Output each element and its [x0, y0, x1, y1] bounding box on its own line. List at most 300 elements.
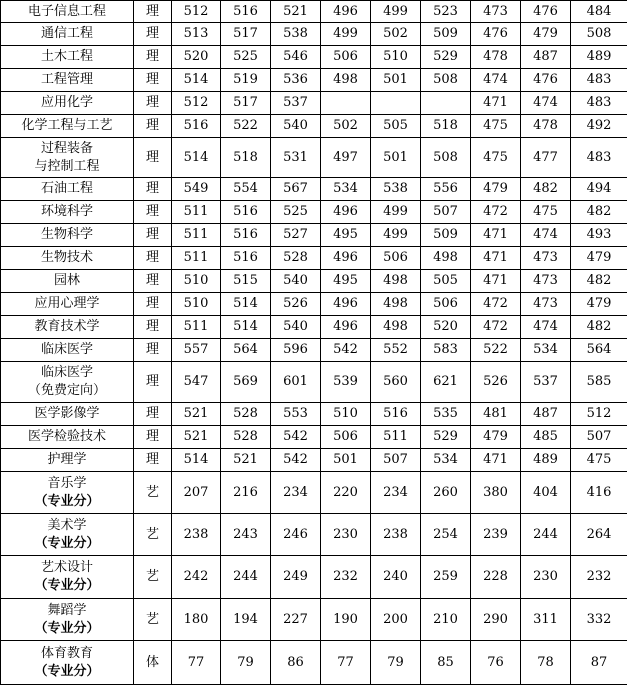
major-note: （专业分） — [1, 535, 133, 553]
score-cell: 506 — [321, 46, 371, 69]
major-name: 临床医学 — [1, 341, 133, 359]
score-cell: 498 — [421, 247, 471, 270]
score-cell: 531 — [271, 138, 321, 178]
score-cell: 238 — [172, 514, 221, 556]
category-cell: 理 — [134, 138, 172, 178]
score-cell: 86 — [271, 641, 321, 685]
major-name: 土木工程 — [1, 48, 133, 66]
major-name: 环境科学 — [1, 203, 133, 221]
score-cell: 243 — [221, 514, 271, 556]
score-cell: 502 — [321, 115, 371, 138]
score-cell: 471 — [471, 247, 521, 270]
score-cell: 516 — [221, 1, 271, 23]
major-name: 医学影像学 — [1, 405, 133, 423]
score-cell: 521 — [271, 1, 321, 23]
score-cell: 517 — [221, 23, 271, 46]
score-cell: 527 — [271, 224, 321, 247]
score-cell: 471 — [471, 449, 521, 472]
major-cell — [1, 316, 134, 339]
score-cell: 200 — [371, 599, 421, 641]
category-cell: 理 — [134, 362, 172, 403]
score-cell: 516 — [371, 403, 421, 426]
score-cell: 240 — [371, 556, 421, 599]
score-cell: 540 — [271, 270, 321, 293]
score-cell: 512 — [172, 92, 221, 115]
major-name: 临床医学 — [1, 364, 133, 382]
score-cell: 515 — [221, 270, 271, 293]
score-cell: 498 — [321, 69, 371, 92]
score-cell: 508 — [571, 23, 627, 46]
score-cell: 514 — [172, 138, 221, 178]
score-cell: 481 — [471, 403, 521, 426]
major-name: 化学工程与工艺 — [1, 117, 133, 135]
score-cell: 78 — [521, 641, 571, 685]
score-cell: 512 — [571, 403, 627, 426]
score-cell: 479 — [471, 178, 521, 201]
score-cell: 238 — [371, 514, 421, 556]
score-cell: 473 — [521, 293, 571, 316]
score-cell: 242 — [172, 556, 221, 599]
category-cell: 艺 — [134, 472, 172, 514]
score-cell: 534 — [321, 178, 371, 201]
major-name: 艺术设计 — [1, 559, 133, 577]
score-cell: 534 — [521, 339, 571, 362]
score-cell: 522 — [471, 339, 521, 362]
category-cell: 体 — [134, 641, 172, 685]
table-row — [1, 69, 627, 92]
score-cell: 79 — [371, 641, 421, 685]
major-name: 电子信息工程 — [1, 3, 133, 21]
major-cell — [1, 138, 134, 178]
score-cell: 506 — [371, 247, 421, 270]
score-cell: 478 — [471, 46, 521, 69]
score-cell: 475 — [571, 449, 627, 472]
table-row — [1, 23, 627, 46]
score-cell: 501 — [371, 69, 421, 92]
score-cell: 511 — [371, 426, 421, 449]
major-cell — [1, 23, 134, 46]
score-cell: 482 — [571, 270, 627, 293]
score-cell: 497 — [321, 138, 371, 178]
score-cell: 479 — [521, 23, 571, 46]
score-cell: 234 — [371, 472, 421, 514]
score-cell: 473 — [521, 270, 571, 293]
score-cell: 553 — [271, 403, 321, 426]
score-cell: 474 — [521, 92, 571, 115]
score-cell: 510 — [371, 46, 421, 69]
category-cell: 理 — [134, 293, 172, 316]
major-cell — [1, 69, 134, 92]
score-cell: 514 — [172, 69, 221, 92]
score-cell: 510 — [172, 270, 221, 293]
score-cell: 510 — [321, 403, 371, 426]
score-cell: 564 — [571, 339, 627, 362]
score-cell: 564 — [221, 339, 271, 362]
score-cell: 483 — [571, 69, 627, 92]
score-cell: 517 — [221, 92, 271, 115]
major-note: （免费定向） — [1, 382, 133, 400]
score-cell: 254 — [421, 514, 471, 556]
table-row — [1, 201, 627, 224]
score-cell: 496 — [321, 1, 371, 23]
score-cell: 526 — [271, 293, 321, 316]
score-cell: 228 — [471, 556, 521, 599]
score-cell: 549 — [172, 178, 221, 201]
major-name: 体育教育 — [1, 645, 133, 663]
major-cell — [1, 178, 134, 201]
major-cell — [1, 270, 134, 293]
score-cell: 536 — [271, 69, 321, 92]
major-name: 音乐学 — [1, 475, 133, 493]
score-cell: 511 — [172, 247, 221, 270]
score-cell: 220 — [321, 472, 371, 514]
table-row — [1, 247, 627, 270]
major-cell — [1, 641, 134, 685]
major-name: 通信工程 — [1, 25, 133, 43]
table-row — [1, 362, 627, 403]
table-row — [1, 138, 627, 178]
score-cell: 483 — [571, 138, 627, 178]
score-cell: 290 — [471, 599, 521, 641]
score-cell: 509 — [421, 23, 471, 46]
score-cell: 569 — [221, 362, 271, 403]
score-cell: 473 — [521, 247, 571, 270]
major-cell — [1, 339, 134, 362]
score-cell — [371, 92, 421, 115]
score-cell: 494 — [571, 178, 627, 201]
score-cell: 244 — [521, 514, 571, 556]
score-cell: 474 — [521, 316, 571, 339]
score-cell: 476 — [521, 69, 571, 92]
score-cell: 487 — [521, 403, 571, 426]
score-cell: 482 — [571, 316, 627, 339]
major-name: 生物科学 — [1, 226, 133, 244]
score-cell: 232 — [321, 556, 371, 599]
major-cell — [1, 426, 134, 449]
category-cell: 理 — [134, 449, 172, 472]
score-cell: 496 — [321, 201, 371, 224]
score-cell: 479 — [571, 293, 627, 316]
score-cell: 239 — [471, 514, 521, 556]
score-cell: 476 — [521, 1, 571, 23]
score-cell: 230 — [521, 556, 571, 599]
score-cell: 474 — [521, 224, 571, 247]
major-cell — [1, 224, 134, 247]
score-cell: 505 — [421, 270, 471, 293]
score-cell: 76 — [471, 641, 521, 685]
major-name: 护理学 — [1, 451, 133, 469]
score-cell: 542 — [271, 449, 321, 472]
score-cell: 501 — [321, 449, 371, 472]
major-cell — [1, 362, 134, 403]
score-cell: 234 — [271, 472, 321, 514]
score-cell: 479 — [471, 426, 521, 449]
score-cell: 538 — [271, 23, 321, 46]
score-cell: 495 — [321, 224, 371, 247]
score-cell: 479 — [571, 247, 627, 270]
score-cell: 525 — [221, 46, 271, 69]
score-cell: 542 — [271, 426, 321, 449]
score-cell: 516 — [221, 224, 271, 247]
score-cell: 487 — [521, 46, 571, 69]
score-cell: 475 — [521, 201, 571, 224]
score-cell: 511 — [172, 224, 221, 247]
score-cell: 472 — [471, 201, 521, 224]
table-row — [1, 46, 627, 69]
category-cell: 理 — [134, 403, 172, 426]
score-cell: 526 — [471, 362, 521, 403]
score-cell: 596 — [271, 339, 321, 362]
score-cell: 518 — [421, 115, 471, 138]
score-cell: 246 — [271, 514, 321, 556]
table-body — [1, 1, 627, 685]
category-cell: 理 — [134, 69, 172, 92]
score-cell: 521 — [172, 403, 221, 426]
category-cell: 理 — [134, 115, 172, 138]
score-cell: 498 — [371, 270, 421, 293]
category-cell: 理 — [134, 247, 172, 270]
score-cell: 87 — [571, 641, 627, 685]
score-cell: 230 — [321, 514, 371, 556]
score-cell: 498 — [371, 293, 421, 316]
score-cell: 496 — [321, 247, 371, 270]
score-cell: 499 — [321, 23, 371, 46]
major-name: 生物技术 — [1, 249, 133, 267]
category-cell: 艺 — [134, 599, 172, 641]
score-cell: 416 — [571, 472, 627, 514]
score-cell: 528 — [221, 426, 271, 449]
major-name: 舞蹈学 — [1, 602, 133, 620]
score-cell: 473 — [471, 1, 521, 23]
score-cell: 180 — [172, 599, 221, 641]
score-cell: 556 — [421, 178, 471, 201]
table-row — [1, 449, 627, 472]
score-cell: 537 — [271, 92, 321, 115]
major-name: 应用化学 — [1, 94, 133, 112]
score-cell: 484 — [571, 1, 627, 23]
score-cell: 260 — [421, 472, 471, 514]
major-note: （专业分） — [1, 493, 133, 511]
score-cell: 511 — [172, 201, 221, 224]
score-cell: 194 — [221, 599, 271, 641]
score-cell: 538 — [371, 178, 421, 201]
score-cell: 404 — [521, 472, 571, 514]
score-cell: 510 — [172, 293, 221, 316]
score-cell: 498 — [371, 316, 421, 339]
major-cell — [1, 92, 134, 115]
table-row — [1, 403, 627, 426]
score-cell: 557 — [172, 339, 221, 362]
score-cell: 244 — [221, 556, 271, 599]
table-row — [1, 178, 627, 201]
score-cell: 509 — [421, 224, 471, 247]
table-row — [1, 1, 627, 23]
category-cell: 理 — [134, 1, 172, 23]
category-cell: 理 — [134, 426, 172, 449]
major-cell — [1, 1, 134, 23]
score-cell: 499 — [371, 224, 421, 247]
score-cell: 77 — [321, 641, 371, 685]
score-cell: 585 — [571, 362, 627, 403]
table-row — [1, 556, 627, 599]
major-cell — [1, 115, 134, 138]
score-cell: 249 — [271, 556, 321, 599]
score-cell: 518 — [221, 138, 271, 178]
score-cell: 216 — [221, 472, 271, 514]
score-cell: 514 — [221, 293, 271, 316]
score-cell: 85 — [421, 641, 471, 685]
score-cell: 601 — [271, 362, 321, 403]
major-cell — [1, 201, 134, 224]
score-cell: 472 — [471, 293, 521, 316]
score-cell: 505 — [371, 115, 421, 138]
score-cell: 475 — [471, 115, 521, 138]
table-row — [1, 293, 627, 316]
score-cell: 207 — [172, 472, 221, 514]
category-cell: 理 — [134, 92, 172, 115]
major-cell — [1, 403, 134, 426]
major-cell — [1, 514, 134, 556]
major-cell — [1, 449, 134, 472]
table-row — [1, 599, 627, 641]
major-note: （专业分） — [1, 620, 133, 638]
major-name: 教育技术学 — [1, 318, 133, 336]
score-cell: 499 — [371, 1, 421, 23]
score-cell: 495 — [321, 270, 371, 293]
table-row — [1, 426, 627, 449]
score-cell: 512 — [172, 1, 221, 23]
score-cell: 547 — [172, 362, 221, 403]
score-cell: 232 — [571, 556, 627, 599]
score-cell: 519 — [221, 69, 271, 92]
score-cell: 521 — [172, 426, 221, 449]
category-cell: 理 — [134, 23, 172, 46]
score-cell: 529 — [421, 46, 471, 69]
table-row — [1, 270, 627, 293]
category-cell: 理 — [134, 316, 172, 339]
major-name: 美术学 — [1, 517, 133, 535]
score-cell: 523 — [421, 1, 471, 23]
score-cell: 493 — [571, 224, 627, 247]
score-cell: 537 — [521, 362, 571, 403]
table-row — [1, 514, 627, 556]
score-cell: 264 — [571, 514, 627, 556]
score-cell: 471 — [471, 92, 521, 115]
score-cell: 535 — [421, 403, 471, 426]
major-name: 过程装备 — [1, 140, 133, 158]
score-cell: 210 — [421, 599, 471, 641]
table-row — [1, 115, 627, 138]
table-row — [1, 472, 627, 514]
major-note: （专业分） — [1, 577, 133, 595]
score-cell: 471 — [471, 270, 521, 293]
score-cell: 542 — [321, 339, 371, 362]
major-cell — [1, 46, 134, 69]
score-cell: 516 — [221, 201, 271, 224]
score-cell: 489 — [571, 46, 627, 69]
score-cell: 489 — [521, 449, 571, 472]
table-row — [1, 224, 627, 247]
score-cell: 485 — [521, 426, 571, 449]
category-cell: 理 — [134, 46, 172, 69]
score-cell: 540 — [271, 316, 321, 339]
score-cell: 528 — [271, 247, 321, 270]
score-cell: 507 — [571, 426, 627, 449]
score-cell: 380 — [471, 472, 521, 514]
score-cell: 501 — [371, 138, 421, 178]
score-cell: 528 — [221, 403, 271, 426]
major-cell — [1, 247, 134, 270]
category-cell: 理 — [134, 178, 172, 201]
score-cell: 521 — [221, 449, 271, 472]
table-row — [1, 316, 627, 339]
score-cell: 482 — [571, 201, 627, 224]
category-cell: 理 — [134, 270, 172, 293]
score-cell: 520 — [421, 316, 471, 339]
score-cell: 471 — [471, 224, 521, 247]
score-cell: 516 — [221, 247, 271, 270]
score-cell: 259 — [421, 556, 471, 599]
score-cell: 546 — [271, 46, 321, 69]
score-cell: 522 — [221, 115, 271, 138]
score-cell: 567 — [271, 178, 321, 201]
score-cell: 476 — [471, 23, 521, 46]
score-cell: 496 — [321, 293, 371, 316]
score-cell: 529 — [421, 426, 471, 449]
score-cell: 482 — [521, 178, 571, 201]
score-cell: 583 — [421, 339, 471, 362]
score-cell: 472 — [471, 316, 521, 339]
score-cell: 560 — [371, 362, 421, 403]
score-cell: 77 — [172, 641, 221, 685]
major-name: 应用心理学 — [1, 295, 133, 313]
score-cell — [421, 92, 471, 115]
score-cell: 474 — [471, 69, 521, 92]
major-cell — [1, 556, 134, 599]
score-cell: 190 — [321, 599, 371, 641]
score-cell: 475 — [471, 138, 521, 178]
score-cell: 79 — [221, 641, 271, 685]
major-cell — [1, 599, 134, 641]
score-cell: 499 — [371, 201, 421, 224]
score-cell: 508 — [421, 138, 471, 178]
score-cell: 492 — [571, 115, 627, 138]
table-row — [1, 339, 627, 362]
category-cell: 艺 — [134, 514, 172, 556]
score-cell — [321, 92, 371, 115]
score-cell: 478 — [521, 115, 571, 138]
score-cell: 539 — [321, 362, 371, 403]
major-name: 医学检验技术 — [1, 428, 133, 446]
major-cell — [1, 293, 134, 316]
score-cell: 507 — [371, 449, 421, 472]
score-cell: 514 — [221, 316, 271, 339]
score-cell: 511 — [172, 316, 221, 339]
score-cell: 621 — [421, 362, 471, 403]
score-cell: 506 — [421, 293, 471, 316]
score-cell: 502 — [371, 23, 421, 46]
table-row — [1, 641, 627, 685]
major-name: 工程管理 — [1, 71, 133, 89]
category-cell: 理 — [134, 201, 172, 224]
score-cell: 506 — [321, 426, 371, 449]
score-cell: 496 — [321, 316, 371, 339]
major-note: （专业分） — [1, 663, 133, 681]
score-cell: 507 — [421, 201, 471, 224]
major-note: 与控制工程 — [1, 158, 133, 176]
major-name: 石油工程 — [1, 180, 133, 198]
score-cell: 508 — [421, 69, 471, 92]
